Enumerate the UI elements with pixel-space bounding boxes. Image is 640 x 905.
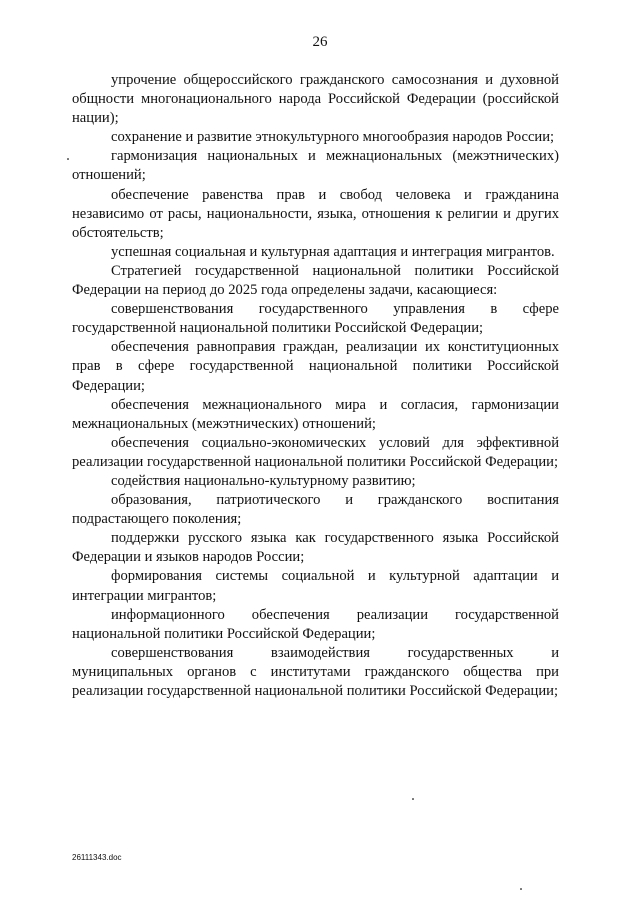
scan-speck bbox=[520, 888, 522, 890]
paragraph: гармонизация национальных и межнациональных (межэтнических) отношений; bbox=[72, 148, 559, 184]
paragraph: обеспечения равноправия граждан, реализации их конституционных прав в сфере государственной национальной политики Российской Федерации; bbox=[72, 339, 559, 394]
paragraph: обеспечения социально-экономических условий для эффективной реализации государственной национальной политики Российской Федерации; bbox=[72, 434, 559, 470]
paragraph: упрочение общероссийского гражданского самосознания и духовной общности многонационального народа Российской Федерации (российской нации); bbox=[72, 72, 559, 127]
paragraph: формирования системы социальной и культурной адаптации и интеграции мигрантов; bbox=[72, 568, 559, 604]
paragraph: успешная социальная и культурная адаптация и интеграция мигрантов. bbox=[111, 243, 555, 260]
paragraph: совершенствования государственного управления в сфере государственной национальной политики Российской Федерации; bbox=[72, 301, 559, 337]
paragraph: обеспечения межнационального мира и согласия, гармонизации межнациональных (межэтнических) отношений; bbox=[72, 396, 559, 432]
paragraph: содействия национально-культурному развитию; bbox=[111, 472, 416, 489]
body-text bbox=[72, 71, 559, 701]
paragraph: сохранение и развитие этнокультурного многообразия народов России; bbox=[111, 129, 555, 146]
paragraph: совершенствования взаимодействия государственных и муниципальных органов с институтами гражданского общества при реализации государственной национальной политики Российской Федерации; bbox=[72, 644, 559, 699]
scan-speck bbox=[67, 158, 69, 160]
page-number: 26 bbox=[312, 34, 328, 50]
paragraph: информационного обеспечения реализации государственной национальной политики Российской Федерации; bbox=[72, 606, 559, 642]
footer-document-code: 26111343.doc bbox=[72, 853, 122, 862]
paragraph: обеспечение равенства прав и свобод человека и гражданина независимо от расы, национальности, языка, отношения к религии и других обстоятельств; bbox=[72, 186, 559, 241]
scan-speck bbox=[412, 798, 414, 800]
paragraph: поддержки русского языка как государственного языка Российской Федерации и языков народов России; bbox=[72, 530, 559, 566]
paragraph: Стратегией государственной национальной политики Российской Федерации на период до 2025 года определены задачи, касающиеся: bbox=[72, 262, 559, 299]
paragraph: образования, патриотического и гражданского воспитания подрастающего поколения; bbox=[72, 492, 559, 528]
